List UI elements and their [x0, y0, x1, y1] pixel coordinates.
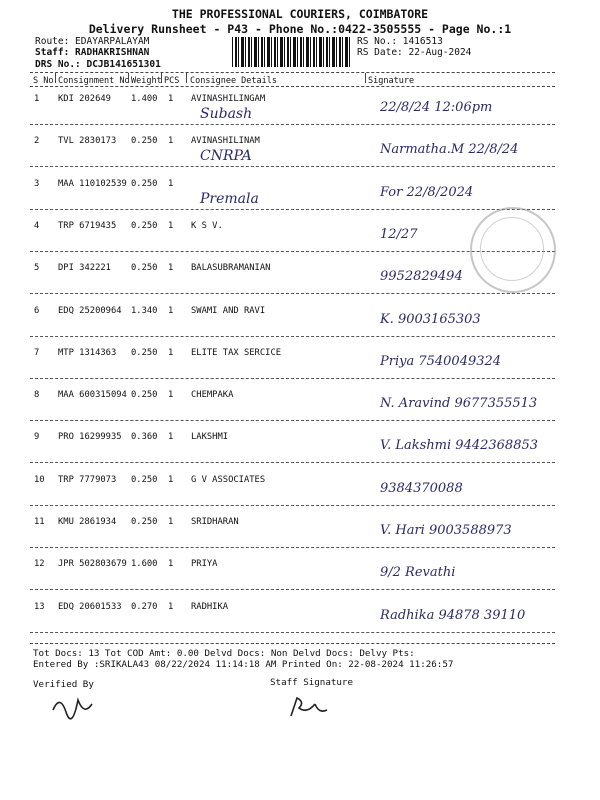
handwritten-signature: 9/2 Revathi: [380, 565, 456, 581]
row-divider: [30, 378, 555, 379]
handwritten-signature: V. Lakshmi 9442368853: [380, 438, 539, 454]
consignment-no: MAA 110102539: [58, 178, 127, 189]
row-pcs: 1: [168, 263, 174, 274]
table-row: [0, 475, 600, 517]
consignment-no: KDI 202649: [58, 94, 111, 104]
row-divider: [30, 547, 555, 548]
row-pcs: 1: [168, 94, 174, 104]
row-weight: 1.340: [131, 305, 158, 316]
row-sno: 12: [34, 559, 45, 570]
table-row: [0, 517, 600, 559]
col-pcs: PCS: [164, 76, 180, 86]
consignment-no: KMU 2861934: [58, 517, 117, 527]
row-weight: 0.250: [131, 390, 158, 401]
row-pcs: 1: [168, 559, 174, 570]
row-pcs: 1: [168, 178, 174, 189]
staff-label: Staff: RADHAKRISHNAN: [35, 47, 150, 58]
col-divider: [161, 73, 162, 83]
consignee-name: AVINASHILINGAM: [191, 94, 266, 104]
table-row: [0, 432, 600, 474]
row-pcs: 1: [168, 390, 174, 401]
table-row: [0, 559, 600, 601]
row-divider: [30, 420, 555, 421]
consignment-no: PRO 16299935: [58, 432, 122, 443]
row-divider: [30, 505, 555, 506]
col-divider: [365, 73, 366, 83]
rs-date: RS Date: 22-Aug-2024: [357, 47, 472, 58]
row-weight: 0.250: [131, 220, 158, 231]
handwritten-signature: Priya 7540049324: [380, 353, 502, 369]
handwritten-signature: V. Hari 9003588973: [380, 523, 512, 538]
verifier-signature-icon: [48, 690, 98, 722]
row-sno: 10: [34, 474, 45, 485]
consignee-name: AVINASHILINAM: [191, 136, 260, 147]
totals-line: Tot Docs: 13 Tot COD Amt: 0.00 Delvd Docs: Non Delvd Docs: Delvy Pts:: [33, 648, 415, 659]
row-weight: 0.250: [131, 474, 158, 485]
row-weight: 1.600: [131, 559, 158, 570]
consignment-no: EDQ 25200964: [58, 305, 122, 316]
table-row: [0, 136, 600, 178]
consignment-no: EDQ 20601533: [58, 601, 122, 612]
drs-number: DRS No.: DCJB141651301: [35, 59, 161, 70]
table-row: [0, 94, 600, 136]
consignment-no: TRP 6719435: [58, 220, 117, 231]
consignee-name: SWAMI AND RAVI: [191, 305, 266, 316]
consignment-no: JPR 502803679: [58, 559, 127, 570]
rs-number: RS No.: 1416513: [357, 36, 443, 47]
handwritten-receiver: Premala: [200, 190, 259, 207]
consignment-no: MTP 1314363: [58, 347, 117, 358]
row-divider: [30, 124, 555, 125]
row-pcs: 1: [168, 305, 174, 316]
barcode: [232, 37, 350, 67]
row-pcs: 1: [168, 136, 174, 147]
header-rule-top: [30, 72, 555, 73]
row-pcs: 1: [168, 601, 174, 612]
row-sno: 2: [34, 136, 40, 147]
table-row: [0, 306, 600, 348]
handwritten-signature: 9952829494: [380, 269, 463, 285]
row-weight: 0.270: [131, 601, 158, 612]
table-row: [0, 348, 600, 390]
row-weight: 0.250: [131, 347, 158, 358]
row-sno: 1: [34, 94, 40, 104]
col-consignee: Consignee Details: [190, 76, 277, 86]
row-sno: 7: [34, 347, 40, 358]
row-divider: [30, 336, 555, 337]
handwritten-signature: Narmatha.M 22/8/24: [380, 142, 519, 158]
handwritten-signature: N. Aravind 9677355513: [380, 396, 538, 412]
consignee-name: ELITE TAX SERCICE: [191, 347, 282, 358]
page-title: THE PROFESSIONAL COURIERS, COIMBATORE: [171, 7, 429, 21]
consignment-no: TVL 2830173: [58, 136, 117, 147]
row-sno: 11: [34, 517, 45, 527]
table-row: [0, 390, 600, 432]
row-weight: 0.360: [131, 432, 158, 443]
footer-rule: [30, 643, 555, 644]
handwritten-signature: Radhika 94878 39110: [380, 607, 526, 623]
handwritten-signature: 22/8/24 12:06pm: [380, 100, 493, 115]
row-pcs: 1: [168, 517, 174, 527]
col-divider: [186, 73, 187, 83]
row-weight: 0.250: [131, 136, 158, 147]
row-sno: 13: [34, 601, 45, 612]
runsheet-subtitle: Delivery Runsheet - P43 - Phone No.:0422-3505555 - Page No.:1: [88, 22, 512, 36]
row-pcs: 1: [168, 474, 174, 485]
route-label: Route: EDAYARPALAYAM: [35, 36, 150, 47]
handwritten-signature: 12/27: [380, 226, 418, 242]
handwritten-signature: For 22/8/2024: [380, 184, 474, 200]
header-rule-bottom: [30, 86, 555, 87]
handwritten-signature: 9384370088: [380, 480, 463, 496]
handwritten-receiver: Subash: [200, 106, 253, 122]
col-weight: Weight: [131, 76, 162, 86]
row-divider: [30, 293, 555, 294]
staff-signature-icon: [285, 692, 335, 724]
col-signature: Signature: [368, 76, 415, 86]
row-sno: 5: [34, 263, 40, 274]
consignee-name: K S V.: [191, 220, 223, 231]
row-pcs: 1: [168, 432, 174, 443]
row-pcs: 1: [168, 347, 174, 358]
row-pcs: 1: [168, 220, 174, 231]
consignee-name: CHEMPAKA: [191, 390, 234, 401]
entered-line: Entered By :SRIKALA43 08/22/2024 11:14:18 AM Printed On: 22-08-2024 11:26:57: [33, 659, 454, 670]
row-divider: [30, 589, 555, 590]
consignee-name: BALASUBRAMANIAN: [191, 263, 271, 274]
row-divider: [30, 462, 555, 463]
consignee-name: LAKSHMI: [191, 432, 229, 443]
staff-signature-label: Staff Signature: [270, 677, 353, 688]
row-divider: [30, 632, 555, 633]
consignment-no: DPI 342221: [58, 263, 111, 274]
col-divider: [55, 73, 56, 83]
row-weight: 1.400: [131, 94, 158, 104]
col-sno: S No: [33, 76, 54, 86]
verified-by-label: Verified By: [33, 679, 94, 690]
table-row: [0, 602, 600, 644]
consignee-name: SRIDHARAN: [191, 517, 239, 527]
row-weight: 0.250: [131, 263, 158, 274]
consignment-no: TRP 7779073: [58, 474, 117, 485]
row-sno: 4: [34, 220, 40, 231]
handwritten-signature: K. 9003165303: [380, 311, 481, 327]
consignee-name: PRIYA: [191, 559, 218, 570]
row-sno: 8: [34, 390, 40, 401]
consignment-no: MAA 600315094: [58, 390, 127, 401]
delivery-stamp: [470, 207, 556, 293]
col-consignment: Consignment No: [58, 76, 130, 86]
row-weight: 0.250: [131, 178, 158, 189]
consignee-name: G V ASSOCIATES: [191, 474, 266, 485]
row-divider: [30, 166, 555, 167]
row-divider: [30, 209, 555, 210]
row-weight: 0.250: [131, 517, 158, 527]
consignee-name: RADHIKA: [191, 601, 229, 612]
row-sno: 6: [34, 305, 40, 316]
row-sno: 9: [34, 432, 40, 443]
col-divider: [128, 73, 129, 83]
row-sno: 3: [34, 178, 40, 189]
handwritten-receiver: CNRPA: [200, 148, 252, 165]
